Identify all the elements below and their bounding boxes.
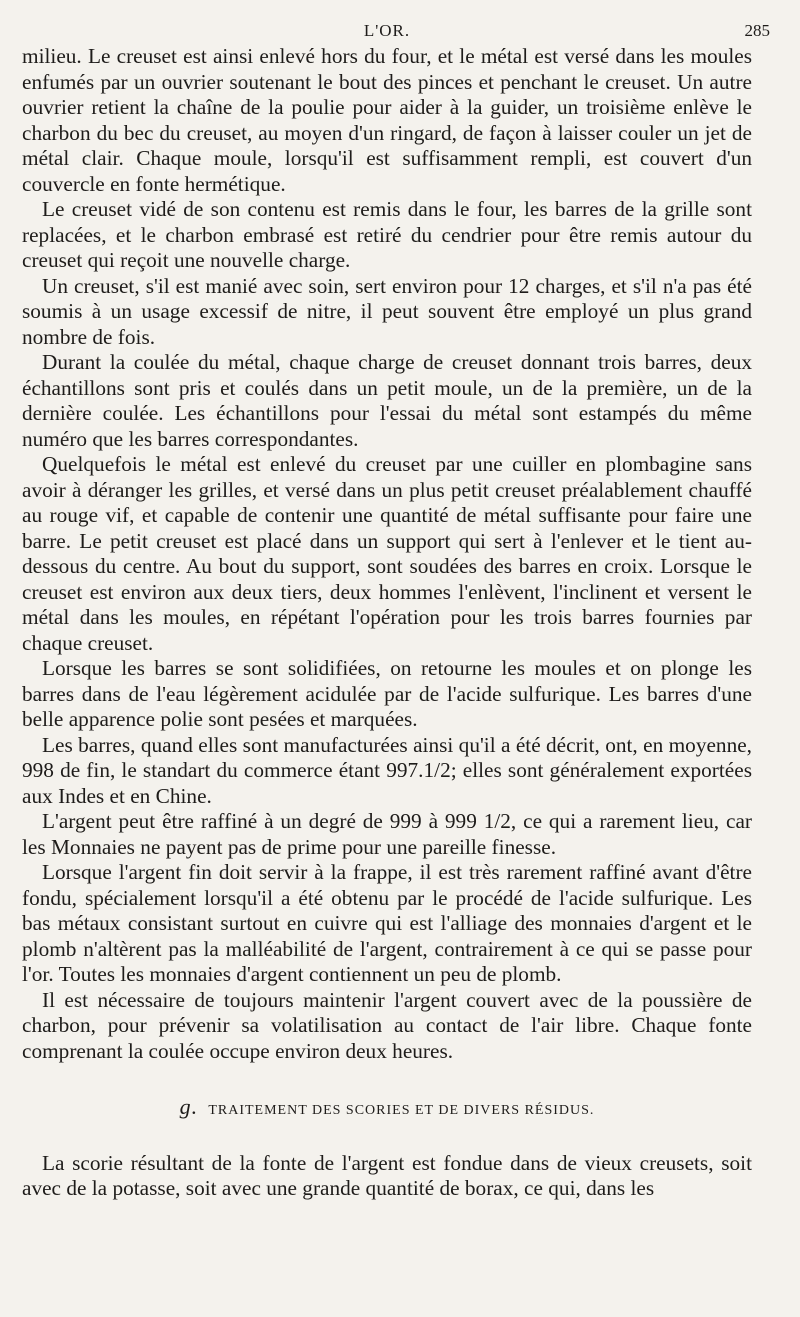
body-text: [22, 44, 752, 1202]
section-title: TRAITEMENT DES SCORIES ET DE DIVERS RÉSIDUS.: [208, 1103, 595, 1118]
running-title: L'OR.: [363, 21, 411, 40]
running-header: [22, 0, 770, 44]
paragraph: milieu. Le creuset est ainsi enlevé hors du four, et le métal est versé dans les moules enfumés par un ouvrier soutenant le bout des pinces et penchant le creuset. Un autre ouvrier retient la chaîne de la poulie pour aider à la guider, un troisième enlève le charbon du bec du creuset, au moyen d'un ringard, de façon à laisser couler un jet de métal clair. Chaque moule, lorsqu'il est suffisamment rempli, est couvert d'un couvercle en fonte hermétique.: [22, 44, 752, 196]
paragraph: Lorsque l'argent fin doit servir à la frappe, il est très rarement raffiné avant d'être fondu, spécialement lorsqu'il a été obtenu par le procédé de l'acide sulfurique. Les bas métaux consistant surtout en cuivre qui est l'alliage des monnaies d'argent et le plomb n'altèrent pas la malléabilité de l'argent, contrairement à ce qui se passe pour l'or. Toutes les monnaies d'argent contiennent un peu de plomb.: [22, 860, 752, 986]
section-heading: [22, 1094, 752, 1124]
section-letter: g.: [179, 1094, 199, 1119]
paragraph: Durant la coulée du métal, chaque charge de creuset donnant trois barres, deux échantillons sont pris et coulés dans un petit moule, un de la première, un de la dernière coulée. Les échantillons pour l'essai du métal sont estampés du même numéro que les barres correspondantes.: [22, 350, 752, 451]
paragraph: Un creuset, s'il est manié avec soin, sert environ pour 12 charges, et s'il n'a pas été soumis à un usage excessif de nitre, il peut souvent être employé un plus grand nombre de fois.: [22, 273, 752, 349]
paragraph: Il est nécessaire de toujours maintenir l'argent couvert avec de la poussière de charbon, pour prévenir sa volatilisation au contact de l'air libre. Chaque fonte comprenant la coulée occupe environ deux heures.: [22, 987, 752, 1063]
paragraph: Le creuset vidé de son contenu est remis dans le four, les barres de la grille sont replacées, et le charbon embrasé est retiré du cendrier pour être remis autour du creuset qui reçoit une nouvelle charge.: [22, 197, 752, 272]
paragraph: Lorsque les barres se sont solidifiées, on retourne les moules et on plonge les barres dans de l'eau légèrement acidulée par de l'acide sulfurique. Les barres d'une belle apparence polie sont pesées et marquées.: [22, 656, 752, 731]
paragraph: Les barres, quand elles sont manufacturées ainsi qu'il a été décrit, ont, en moyenne, 998 de fin, le standart du commerce étant 997.1/2; elles sont généralement exportées aux Indes et en Chine.: [22, 732, 752, 808]
page-number: 285: [744, 21, 770, 40]
paragraph: Quelquefois le métal est enlevé du creuset par une cuiller en plombagine sans avoir à déranger les grilles, et versé dans un plus petit creuset préalablement chauffé au rouge vif, et capable de contenir une quantité de métal suffisante pour faire une barre. Le petit creuset est placé dans un support qui sert à l'enlever et le tient au-dessous du centre. Au bout du support, sont soudées des barres en croix. Lorsque le creuset est environ aux deux tiers, deux hommes l'enlèvent, l'inclinent et versent le métal dans les moules, en répétant l'opération pour les trois barres fournies par chaque creuset.: [22, 452, 752, 655]
paragraph: La scorie résultant de la fonte de l'argent est fondue dans de vieux creusets, soit avec de la potasse, soit avec une grande quantité de borax, ce qui, dans les: [22, 1150, 752, 1200]
paragraph: L'argent peut être raffiné à un degré de 999 à 999 1/2, ce qui a rarement lieu, car les Monnaies ne payent pas de prime pour une pareille finesse.: [22, 809, 752, 859]
